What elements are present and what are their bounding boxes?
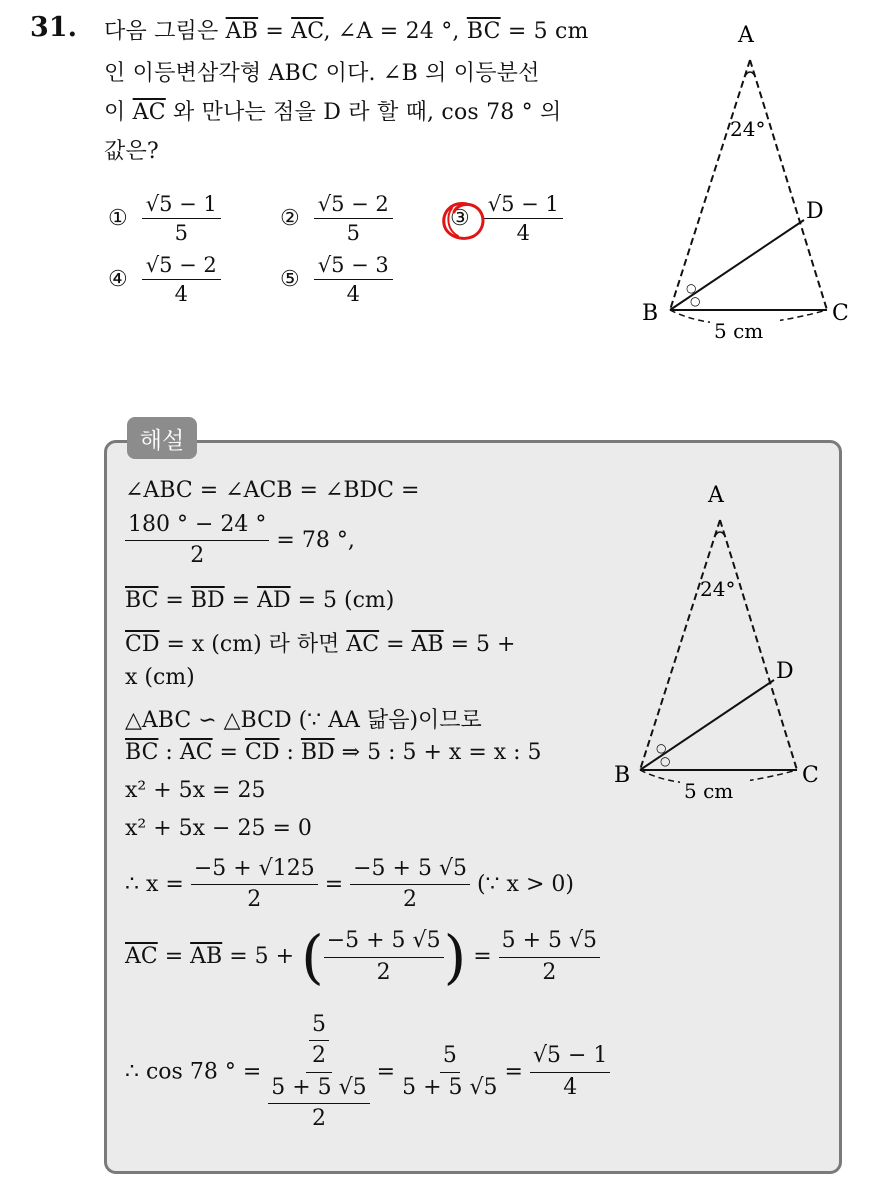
question-triangle-figure	[630, 20, 860, 350]
segment-ab: $\overline{AB}$	[225, 19, 259, 44]
vertex-d-label: D	[806, 199, 824, 224]
solution-line-1: ∠ABC = ∠ACB = ∠BDC =	[125, 478, 420, 503]
solution-line-11: $\overline{AC} = \overline{AB} = 5$ + ( $\frac{-5 + 5 √5}{2}$ ) = $\frac{5 + 5 √5}{2}$	[125, 928, 600, 986]
vertex-b-label: B	[642, 301, 659, 326]
question-line-2: 인 이등변삼각형 ABC 이다. ∠B 의 이등분선	[104, 61, 540, 86]
solution-vertex-b-label: B	[614, 763, 631, 788]
angle-label: 24°	[730, 117, 766, 141]
solution-line-8: x² + 5x = 25	[125, 778, 266, 803]
option-4-fraction: $\frac{√5 - 2}{4}$	[142, 253, 221, 306]
option-1-fraction: $\frac{√5 - 1}{5}$	[142, 192, 221, 245]
solution-line-5: x (cm)	[125, 665, 195, 690]
option-3-fraction: $\frac{√5 - 1}{4}$	[484, 192, 563, 245]
option-2[interactable]: ② $\frac{√5 - 2}{5}$	[280, 192, 393, 245]
solution-vertex-a-label: A	[708, 483, 724, 508]
solution-line-2: $\frac{180 ^\circ - 24 ^\circ}{2}$ = 78 °,	[125, 512, 355, 570]
option-3[interactable]: ③ $\frac{√5 - 1}{4}$	[450, 192, 563, 245]
option-4[interactable]: ④ $\frac{√5 - 2}{4}$	[108, 253, 221, 306]
segment-bc: $\overline{BC}$	[466, 19, 501, 44]
vertex-a-label: A	[738, 23, 754, 48]
svg-text:○: ○	[690, 294, 701, 308]
solution-tag: 해설	[127, 417, 197, 459]
solution-angle-label: 24°	[700, 577, 736, 601]
vertex-c-label: C	[832, 301, 849, 326]
solution-line-12: ∴ cos 78 ° = $\frac{\frac{5}{2}}{\frac{5 + 5 √5}{2}}$ = $\frac{5}{5 + 5 √5}$ = $\frac{√5 - 1}{4}$	[125, 1012, 610, 1133]
option-2-fraction: $\frac{√5 - 2}{5}$	[314, 192, 393, 245]
option-5-fraction: $\frac{√5 - 3}{4}$	[314, 253, 393, 306]
solution-vertex-d-label: D	[776, 659, 794, 684]
solution-line-7: $\overline{BC}$ : $\overline{AC} = \overline{CD}$ : $\overline{BD}$ ⇒ 5 : 5 + x = x : 5	[125, 740, 542, 765]
option-5[interactable]: ⑤ $\frac{√5 - 3}{4}$	[280, 253, 393, 306]
question-line-3: 이 $\overline{AC}$ 와 만나는 점을 D 라 할 때, cos 78 ° 의	[104, 100, 562, 125]
solution-triangle-figure	[600, 480, 840, 810]
question-line-1: 다음 그림은 $\overline{AB} = \overline{AC}$, ∠A = 24 °, $\overline{BC} = 5$ cm	[104, 19, 589, 44]
side-label: 5 cm	[714, 319, 764, 343]
svg-text:○: ○	[660, 754, 671, 768]
option-1[interactable]: ① $\frac{√5 - 1}{5}$	[108, 192, 221, 245]
solution-line-4: $\overline{CD} = x$ (cm) 라 하면 $\overline{AC} = \overline{AB} = 5$ +	[125, 632, 516, 657]
svg-text:○: ○	[656, 741, 667, 755]
answer-circle-mark	[440, 198, 490, 244]
solution-vertex-c-label: C	[802, 763, 819, 788]
solution-line-10: ∴ x = $\frac{-5 + √125}{2}$ = $\frac{-5 + 5 √5}{2}$ (∵ x > 0)	[125, 856, 574, 913]
solution-line-3: $\overline{BC} = \overline{BD} = \overline{AD} = 5$ (cm)	[125, 588, 395, 613]
question-number: 31.	[30, 12, 77, 43]
svg-text:○: ○	[686, 281, 697, 295]
solution-side-label: 5 cm	[684, 779, 734, 803]
question-line-4: 값은?	[104, 139, 159, 164]
solution-line-9: x² + 5x − 25 = 0	[125, 816, 312, 841]
solution-line-6: △ABC ∽ △BCD (∵ AA 닮음)이므로	[125, 708, 482, 733]
segment-ac: $\overline{AC}$	[291, 19, 324, 44]
